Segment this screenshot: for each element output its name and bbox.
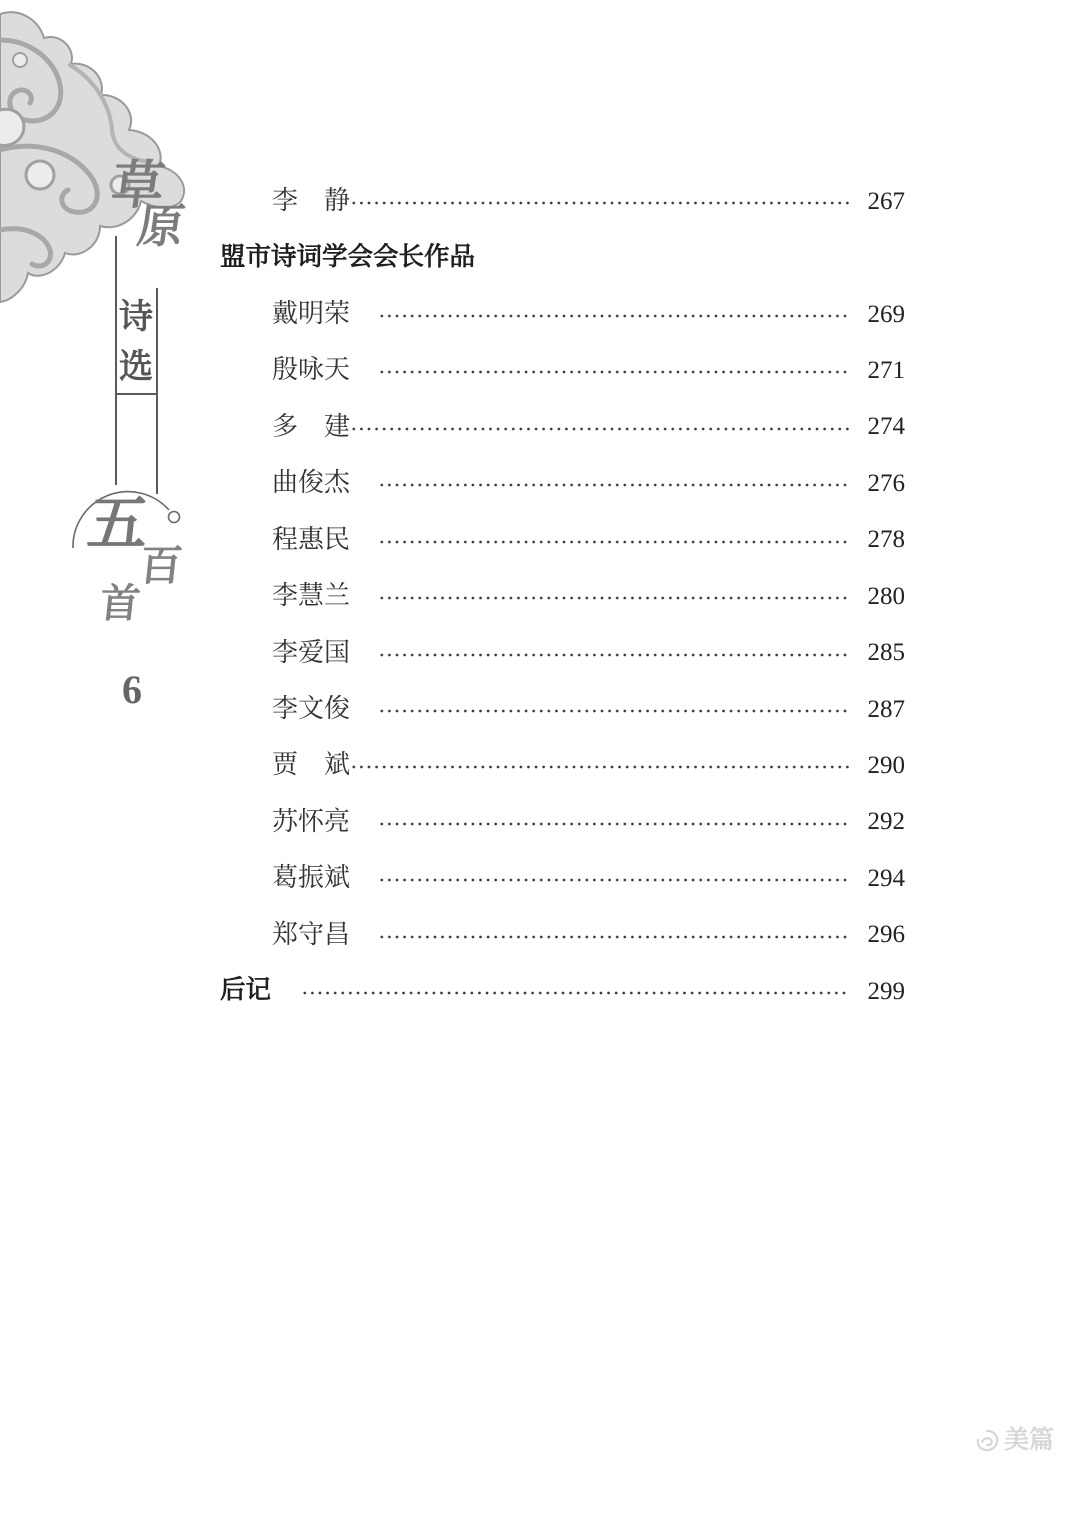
- toc-entry-name: 苏怀亮: [272, 806, 351, 837]
- afterword-page: 299: [867, 977, 905, 1005]
- spine-title-char-1: 草: [107, 155, 169, 216]
- subtitle-char-2: 百: [137, 541, 185, 590]
- series-title-char-2: 选: [119, 347, 153, 387]
- toc-entry-name: 李文俊: [272, 694, 351, 724]
- subtitle-char-1: 五: [84, 489, 152, 559]
- dot-leader: [378, 877, 849, 883]
- toc-entry: [220, 173, 905, 229]
- toc-afterword: [220, 963, 905, 1019]
- toc-section-heading: [220, 229, 905, 285]
- toc-entry-name: 程惠民: [272, 524, 351, 555]
- watermark: 美篇: [1004, 1425, 1055, 1454]
- toc-entry-name: 李慧兰: [272, 581, 351, 612]
- meipian-logo-icon: [974, 1428, 1000, 1454]
- section-title: 盟市诗词学会会长作品: [220, 241, 476, 272]
- ornament-corner: [0, 0, 200, 310]
- toc-entry: [220, 568, 905, 624]
- dot-leader: [378, 313, 849, 319]
- spine-title-char-2: 原: [134, 199, 188, 253]
- toc-entry: [220, 512, 905, 568]
- toc-entry-page: 296: [867, 921, 905, 949]
- toc-entry-name: 戴明荣: [272, 299, 351, 330]
- toc-entry-page: 292: [867, 808, 905, 836]
- spine-line-right: [156, 288, 158, 494]
- toc-entry: [220, 624, 905, 680]
- dot-leader: [378, 595, 849, 601]
- toc-entry: [220, 286, 905, 342]
- toc-entry: [220, 399, 905, 455]
- toc-entry-name: 殷咏天: [272, 355, 351, 386]
- dot-leader: [378, 539, 849, 545]
- toc-entry-name: 李爱国: [272, 637, 351, 668]
- toc-entry-page: 278: [867, 526, 905, 554]
- spine-box-bottom: [115, 393, 157, 395]
- dot-leader: [378, 821, 849, 827]
- toc-entry-name: 郑守昌: [272, 919, 351, 950]
- toc-entry-page: 269: [867, 300, 905, 328]
- toc-entry-page: 290: [867, 751, 905, 779]
- toc-entry-page: 271: [867, 356, 905, 384]
- toc-entry: [220, 737, 905, 793]
- afterword-label: 后记: [220, 975, 272, 1006]
- page-number: 6: [122, 667, 142, 712]
- dot-leader: [378, 708, 849, 714]
- dot-leader: [350, 764, 849, 770]
- toc-entry-name: 李 静: [272, 186, 351, 217]
- dot-leader: [378, 482, 849, 488]
- table-of-contents: [220, 173, 905, 1019]
- dot-leader: [378, 369, 849, 375]
- toc-entry-page: 280: [867, 582, 905, 610]
- series-title-char-1: 诗: [119, 297, 153, 337]
- toc-entry: [220, 850, 905, 906]
- subtitle-char-3: 首: [97, 580, 143, 627]
- toc-entry-name: 曲俊杰: [272, 468, 351, 499]
- toc-entry: [220, 342, 905, 398]
- toc-entry-page: 274: [867, 413, 905, 441]
- dot-leader: [378, 934, 849, 940]
- dot-leader: [301, 990, 849, 996]
- toc-entry-page: 294: [867, 864, 905, 892]
- toc-entry-name: 贾 斌: [272, 750, 351, 781]
- toc-entry-page: 285: [867, 639, 905, 667]
- toc-entry-name: 葛振斌: [272, 863, 351, 894]
- toc-entry: [220, 455, 905, 511]
- toc-entry: [220, 906, 905, 962]
- dot-leader: [350, 426, 849, 432]
- toc-entry-name: 多 建: [272, 411, 351, 442]
- dot-leader: [378, 652, 849, 658]
- toc-entry-page: 276: [867, 469, 905, 497]
- toc-entry-page: 287: [867, 695, 905, 723]
- toc-entry: [220, 794, 905, 850]
- toc-entry: [220, 681, 905, 737]
- dot-leader: [350, 200, 849, 206]
- toc-entry-page: 267: [867, 187, 905, 215]
